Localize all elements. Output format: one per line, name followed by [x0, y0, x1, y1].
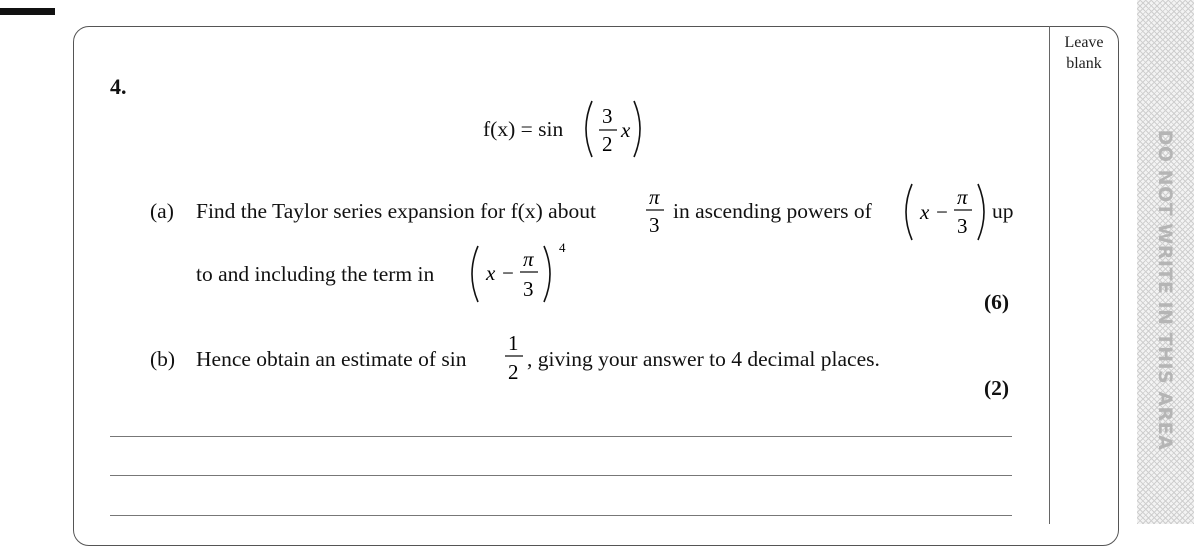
part-b-text2: , giving your answer to 4 decimal places. [527, 347, 880, 371]
answer-line[interactable] [110, 475, 1012, 476]
margin-divider [1049, 26, 1050, 524]
part-a-about-fraction [644, 186, 668, 242]
leave-blank-label [1049, 32, 1119, 74]
page-marker-bar [0, 8, 55, 15]
function-definition [483, 119, 563, 141]
function-argument [578, 97, 648, 161]
part-b-frac-num: 1 [508, 331, 519, 355]
leave-label-line1: Leave [1064, 34, 1104, 51]
part-a-marks: (6) [984, 290, 1010, 314]
part-a-about-den: 3 [649, 213, 660, 237]
part-a-bracket-den: 3 [957, 214, 968, 238]
part-b-fraction [503, 330, 525, 388]
part-a-bracket-var: x − [920, 200, 949, 224]
answer-line[interactable] [110, 515, 1012, 516]
part-a-bracket-expression [900, 182, 992, 242]
part-a-label: (a) [150, 199, 174, 223]
part-a-about-num: π [649, 186, 660, 209]
part-a-line2: to and including the term in [196, 262, 435, 286]
part-a-term-den: 3 [523, 277, 534, 301]
answer-line[interactable] [110, 436, 1012, 437]
part-a-term-var: x − [486, 261, 515, 285]
function-var: x [621, 118, 631, 142]
part-b-text1: Hence obtain an estimate of sin [196, 347, 467, 371]
part-a-power: 4 [559, 240, 566, 255]
function-lhs: f(x) = sin [483, 117, 564, 141]
part-a-term-expression [466, 240, 576, 304]
part-a-bracket-num: π [957, 185, 968, 209]
do-not-write-warning: DO NOT WRITE IN THIS AREA [1154, 129, 1176, 451]
part-a-term-num: π [523, 247, 534, 271]
function-frac-den: 2 [602, 132, 613, 156]
part-a-text1: Find the Taylor series expansion for f(x) about [196, 199, 596, 223]
part-a-text3: up [992, 199, 1014, 223]
leave-label-line2: blank [1066, 55, 1102, 72]
part-a-text2: in ascending powers of [673, 199, 872, 223]
part-b-marks: (2) [984, 376, 1010, 400]
question-number: 4. [110, 74, 127, 99]
part-b-label: (b) [150, 347, 176, 371]
function-frac-num: 3 [602, 104, 613, 128]
part-b-frac-den: 2 [508, 360, 519, 384]
